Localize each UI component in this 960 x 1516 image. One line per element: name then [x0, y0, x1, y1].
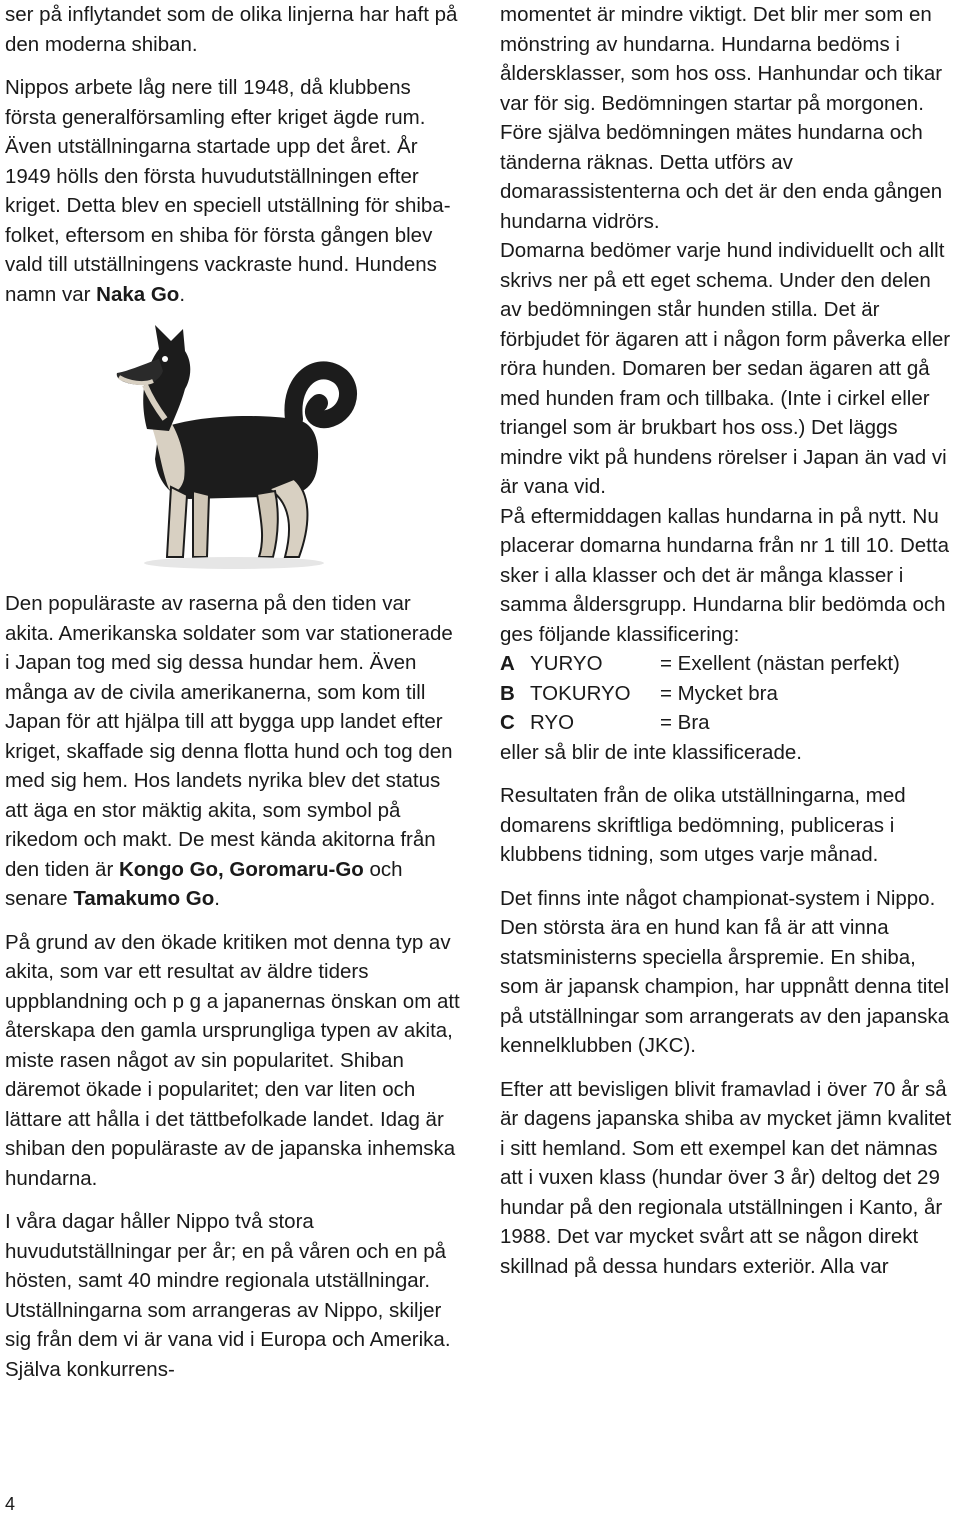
classification-row: [500, 649, 956, 679]
page-number: 4: [5, 1494, 16, 1514]
paragraph: Efter att bevisligen blivit framavlad i över 70 år så är dagens japanska shiba av mycket jämn kvalitet i sitt hemland. Som ett exempel kan det nämnas att i vuxen klass (hundar över 3 år) deltog det 29 hundar på den regionala utställningen i Kanto, år 1988. Det var mycket svårt att se någon direkt skillnad på dessa hundars exteriör. Alla var: [500, 1077, 952, 1278]
classification-list: [500, 649, 956, 738]
class-meaning: = Exellent (nästan perfekt): [660, 652, 900, 675]
left-column: [5, 0, 463, 1384]
paragraph: momentet är mindre viktigt. Det blir mer som en mönstring av hundarna. Hundarna bedöms i åldersklasser, som hos oss. Hanhundar och tikar var för sig. Bedömningen startar på morgonen. Före själva bedömningen mätes hundarna och tänderna räknas. Detta utförs av domarassistenterna och det är den enda gången hundarna vidrörs.: [500, 3, 943, 233]
paragraph: Resultaten från de olika utställningarna, med domarens skriftliga bedömning, publiceras i klubbens tidning, som utges varje månad.: [500, 784, 906, 866]
dog-name: Tamakumo Go: [73, 887, 215, 910]
class-letter: C: [500, 711, 515, 734]
classification-row: [500, 679, 956, 709]
paragraph: Den populäraste av raserna på den tiden var akita. Amerikanska soldater som var stationerade i Japan tog med sig dessa hundar hem. Även många av de civila amerikanerna, som kom till Japan för att hjälpa till att bygga upp landet efter kriget, skaffade sig denna flotta hund och tog den med sig hem. Hos landets nyrika blev det status att äga en stor mäktig akita, som symbol på rikedom och makt. De mest kända akitorna från den tiden är Kongo Go, Goromaru-Go och senare Tamakumo Go.: [5, 592, 453, 910]
class-letter: B: [500, 681, 515, 705]
class-letter: A: [500, 652, 515, 675]
paragraph: På grund av den ökade kritiken mot denna typ av akita, som var ett resultat av äldre tiders uppblandning och p g a japanernas önskan om att återskapa den gamla ursprungliga typen av akita, miste rasen något av sin popularitet. Shiban däremot ökade i popularitet; den var liten och lättare att hålla i det tättbefolkade landet. Idag är shiban den populäraste av de japanska inhemska hundarna.: [5, 930, 460, 1190]
paragraph: Det finns inte något championat-system i Nippo. Den största ära en hund kan få är att vinna statsministerns speciella årspremie. En shiba, som är japansk champion, har uppnått denna titel på utställningar som arrangerats av den japanska kennelklubben (JKC).: [500, 886, 949, 1057]
classification-row: [500, 708, 956, 738]
class-meaning: = Bra: [660, 711, 710, 734]
paragraph: Domarna bedömer varje hund individuellt och allt skrivs ner på ett eget schema. Under den delen av bedömningen står hunden stilla. Det är förbjudet för ägaren att i någon form påverka eller röra hunden. Domaren ber sedan ägaren att gå med hunden fram och tillbaka. (Inte i cirkel eller triangel som är brukbart hos oss.) Det läggs mindre vikt på hundens rörelser i Japan än vad vi är vana vid.: [500, 239, 951, 498]
shiba-dog-photo: [89, 319, 359, 581]
paragraph: I våra dagar håller Nippo två stora huvudutställningar per år; en på våren och en på hösten, samt 40 mindre regionala utställningar. Utställningarna som arrangeras av Nippo, skiljer sig från dem vi är vana vid i Europa och Amerika. Själva konkurrens-: [5, 1210, 451, 1381]
right-column: [500, 0, 956, 1281]
class-code: TOKURYO: [530, 681, 631, 705]
paragraph: eller så blir de inte klassificerade.: [500, 740, 802, 764]
paragraph: Nippos arbete låg nere till 1948, då klubbens första generalförsamling efter kriget ägde rum. Även utställningarna startade upp det året. År 1949 hölls den första huvudutställningen efter kriget. Detta blev en speciell utställning för shiba-folket, eftersom en shiba för första gången blev vald till utställningens vackraste hund. Hundens namn var Naka Go.: [5, 76, 451, 306]
dog-name: Naka Go: [96, 282, 180, 306]
class-code: YURYO: [530, 652, 603, 675]
paragraph: ser på inflytandet som de olika linjerna har haft på den moderna shiban.: [5, 3, 458, 56]
class-code: RYO: [530, 711, 575, 734]
class-meaning: = Mycket bra: [660, 681, 778, 705]
dog-name: Kongo Go, Goromaru-Go: [118, 857, 364, 881]
dog-illustration-icon: [89, 319, 359, 581]
paragraph: På eftermiddagen kallas hundarna in på nytt. Nu placerar domarna hundarna från nr 1 till 10. Detta sker i alla klasser och det är många klasser i samma åldersgrupp. Hundarna blir bedömda och ges följande klassificering:: [500, 504, 949, 646]
